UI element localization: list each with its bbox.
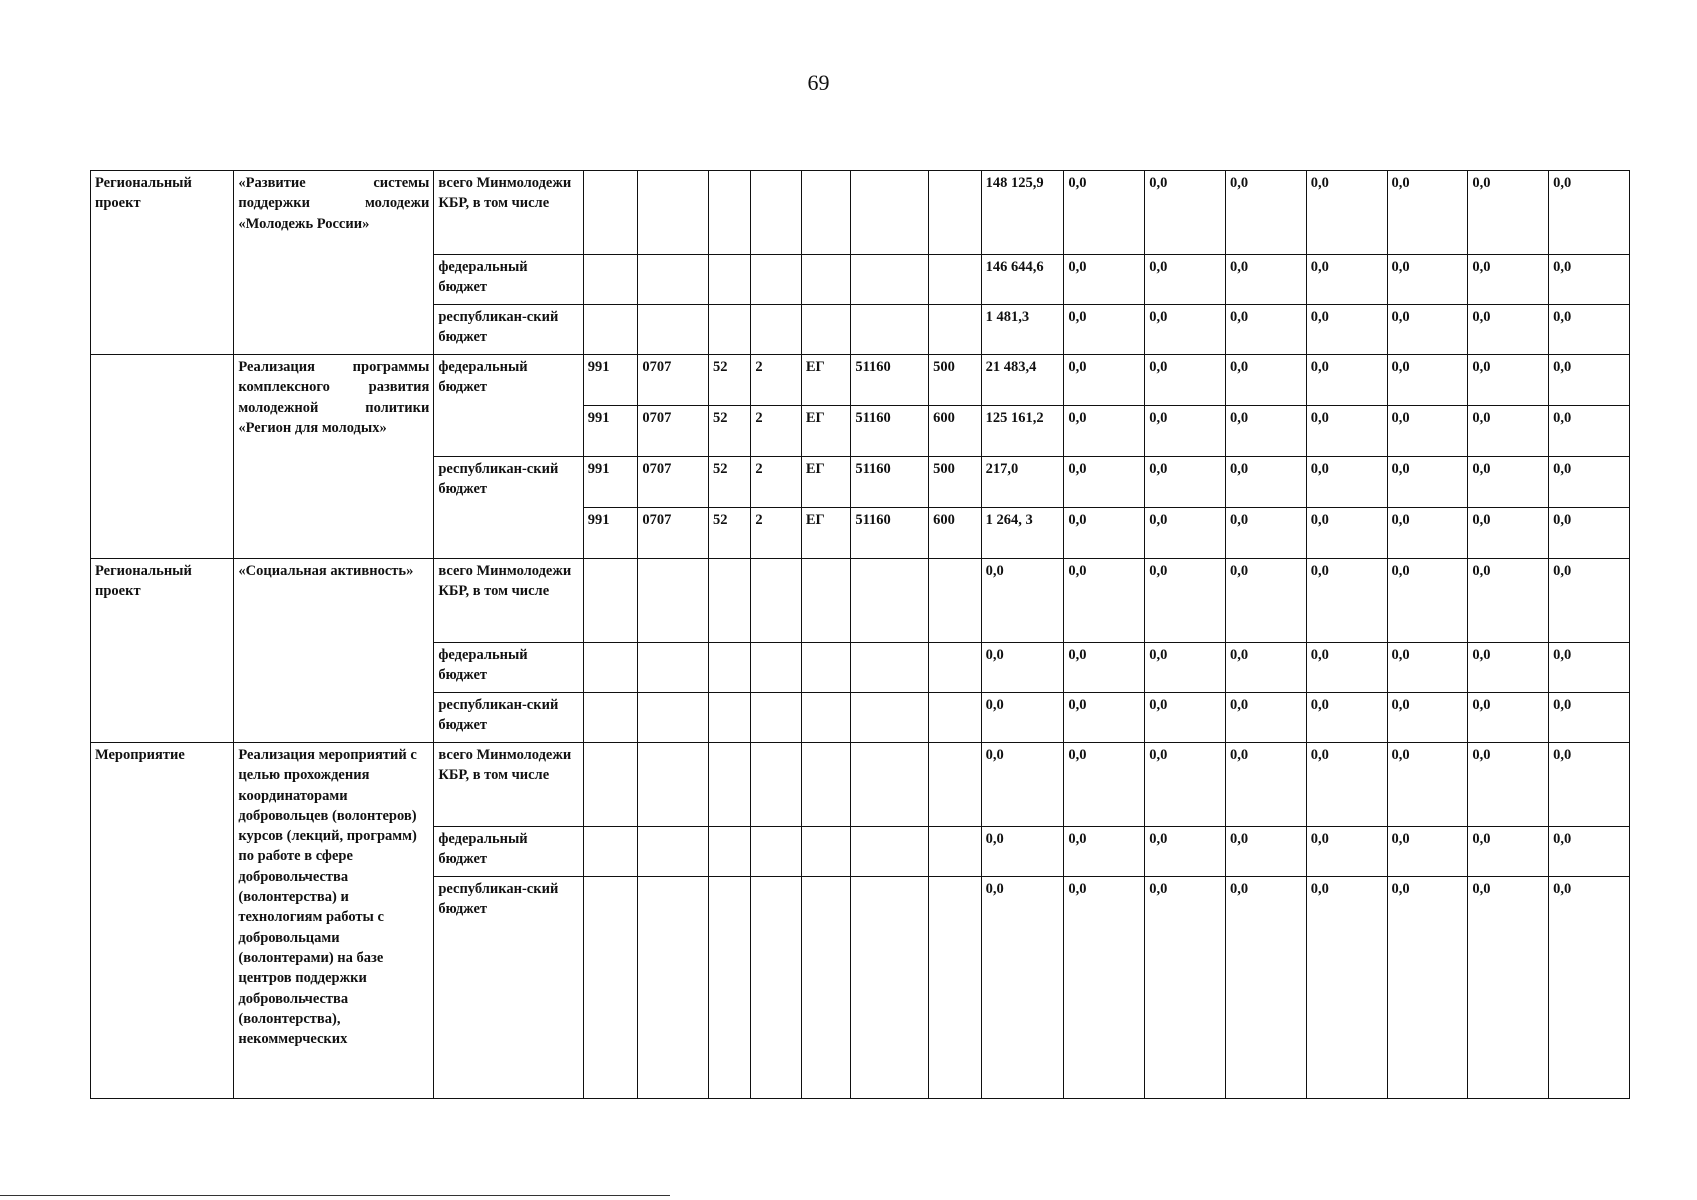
value-cell: 0,0: [1225, 406, 1306, 457]
value-cell: 0,0: [1064, 743, 1145, 827]
source-cell: всего Минмолодежи КБР, в том числе: [434, 171, 583, 255]
code-cell: 991: [583, 508, 638, 559]
value-cell: 0,0: [1468, 827, 1549, 877]
code-cell: 0707: [638, 457, 709, 508]
code-cell: [583, 255, 638, 305]
code-cell: [851, 877, 929, 1099]
code-cell: [851, 743, 929, 827]
code-cell: [583, 743, 638, 827]
code-cell: [851, 827, 929, 877]
code-cell: [851, 255, 929, 305]
value-cell: 125 161,2: [981, 406, 1064, 457]
source-cell: республикан-ский бюджет: [434, 305, 583, 355]
value-cell: 0,0: [1145, 559, 1226, 643]
code-cell: 2: [751, 508, 801, 559]
value-cell: 0,0: [1306, 355, 1387, 406]
code-cell: [801, 559, 850, 643]
value-cell: 0,0: [1225, 877, 1306, 1099]
value-cell: 0,0: [981, 643, 1064, 693]
code-cell: [851, 643, 929, 693]
source-cell: федеральный бюджет: [434, 255, 583, 305]
code-cell: [583, 877, 638, 1099]
code-cell: [709, 743, 751, 827]
value-cell: 0,0: [1064, 827, 1145, 877]
code-cell: 52: [709, 508, 751, 559]
value-cell: 0,0: [1225, 355, 1306, 406]
code-cell: 0707: [638, 508, 709, 559]
value-cell: 0,0: [1064, 877, 1145, 1099]
code-cell: [583, 693, 638, 743]
value-cell: 0,0: [1306, 406, 1387, 457]
table-row: [91, 743, 1630, 827]
code-cell: [638, 255, 709, 305]
code-cell: 51160: [851, 355, 929, 406]
value-cell: 0,0: [1468, 643, 1549, 693]
value-cell: 0,0: [1387, 406, 1468, 457]
code-cell: [709, 255, 751, 305]
value-cell: 0,0: [1387, 508, 1468, 559]
value-cell: 1 264, 3: [981, 508, 1064, 559]
value-cell: 0,0: [1387, 171, 1468, 255]
code-cell: [709, 643, 751, 693]
value-cell: 0,0: [1387, 743, 1468, 827]
value-cell: 0,0: [1145, 743, 1226, 827]
code-cell: ЕГ: [801, 457, 850, 508]
source-cell: всего Минмолодежи КБР, в том числе: [434, 559, 583, 643]
value-cell: 0,0: [981, 693, 1064, 743]
table-row: [91, 355, 1630, 406]
value-cell: 0,0: [1387, 693, 1468, 743]
code-cell: [851, 171, 929, 255]
value-cell: 0,0: [1064, 643, 1145, 693]
code-cell: 0707: [638, 355, 709, 406]
code-cell: [638, 827, 709, 877]
value-cell: 0,0: [1225, 171, 1306, 255]
value-cell: 0,0: [1145, 255, 1226, 305]
code-cell: 991: [583, 355, 638, 406]
value-cell: 0,0: [1225, 827, 1306, 877]
code-cell: [929, 827, 982, 877]
type-label-cell: Региональный проект: [91, 559, 234, 743]
code-cell: [929, 305, 982, 355]
value-cell: 0,0: [1064, 305, 1145, 355]
value-cell: 0,0: [1549, 559, 1630, 643]
value-cell: 0,0: [1306, 693, 1387, 743]
value-cell: 0,0: [1225, 305, 1306, 355]
value-cell: 0,0: [1064, 508, 1145, 559]
value-cell: 0,0: [1306, 255, 1387, 305]
code-cell: [751, 559, 801, 643]
value-cell: 0,0: [1145, 877, 1226, 1099]
value-cell: 0,0: [1064, 559, 1145, 643]
value-cell: 0,0: [1468, 743, 1549, 827]
code-cell: [709, 693, 751, 743]
code-cell: 991: [583, 457, 638, 508]
code-cell: [801, 305, 850, 355]
value-cell: 0,0: [981, 877, 1064, 1099]
value-cell: 0,0: [1468, 457, 1549, 508]
code-cell: [638, 305, 709, 355]
value-cell: 0,0: [981, 559, 1064, 643]
code-cell: [638, 559, 709, 643]
value-cell: 1 481,3: [981, 305, 1064, 355]
code-cell: [751, 305, 801, 355]
value-cell: 0,0: [1468, 355, 1549, 406]
code-cell: [801, 693, 850, 743]
footer-rule: [0, 1195, 670, 1196]
code-cell: [709, 171, 751, 255]
value-cell: 0,0: [1549, 255, 1630, 305]
value-cell: 0,0: [1387, 559, 1468, 643]
value-cell: 0,0: [1468, 559, 1549, 643]
code-cell: [801, 743, 850, 827]
value-cell: 0,0: [1468, 305, 1549, 355]
value-cell: 21 483,4: [981, 355, 1064, 406]
code-cell: [801, 643, 850, 693]
value-cell: 0,0: [1145, 827, 1226, 877]
value-cell: 0,0: [981, 743, 1064, 827]
item-name-cell: Реализация мероприятий с целью прохождения координаторами добровольцев (волонтеров) курсов (лекций, программ) по работе в сфере добровольчества (волонтерства) и технологиям работы с добровольцами (волонтерами) на базе центров поддержки добровольчества (волонтерства), некоммерческих: [234, 743, 434, 1099]
code-cell: [709, 877, 751, 1099]
value-cell: 0,0: [1306, 559, 1387, 643]
code-cell: [638, 643, 709, 693]
code-cell: 0707: [638, 406, 709, 457]
value-cell: 0,0: [1064, 406, 1145, 457]
code-cell: 51160: [851, 457, 929, 508]
code-cell: [801, 877, 850, 1099]
value-cell: 0,0: [1306, 508, 1387, 559]
value-cell: 0,0: [1549, 305, 1630, 355]
code-cell: [751, 827, 801, 877]
value-cell: 0,0: [1145, 305, 1226, 355]
item-name-cell: «Социальная активность»: [234, 559, 434, 743]
value-cell: 0,0: [1064, 355, 1145, 406]
code-cell: [751, 693, 801, 743]
source-cell: федеральный бюджет: [434, 643, 583, 693]
code-cell: [851, 559, 929, 643]
value-cell: 0,0: [1306, 305, 1387, 355]
value-cell: 0,0: [1387, 643, 1468, 693]
value-cell: 0,0: [1225, 693, 1306, 743]
code-cell: 2: [751, 457, 801, 508]
code-cell: [638, 877, 709, 1099]
code-cell: 500: [929, 355, 982, 406]
value-cell: 0,0: [1225, 255, 1306, 305]
value-cell: 0,0: [1468, 508, 1549, 559]
code-cell: [929, 693, 982, 743]
value-cell: 0,0: [1225, 559, 1306, 643]
value-cell: 0,0: [1145, 406, 1226, 457]
source-cell: федеральный бюджет: [434, 827, 583, 877]
value-cell: 0,0: [981, 827, 1064, 877]
code-cell: [583, 171, 638, 255]
code-cell: 52: [709, 406, 751, 457]
value-cell: 0,0: [1387, 457, 1468, 508]
code-cell: [801, 827, 850, 877]
code-cell: [929, 255, 982, 305]
value-cell: 0,0: [1549, 406, 1630, 457]
value-cell: 0,0: [1225, 508, 1306, 559]
value-cell: 217,0: [981, 457, 1064, 508]
code-cell: 2: [751, 355, 801, 406]
value-cell: 0,0: [1549, 877, 1630, 1099]
code-cell: [929, 877, 982, 1099]
code-cell: 2: [751, 406, 801, 457]
code-cell: [709, 827, 751, 877]
value-cell: 0,0: [1549, 743, 1630, 827]
value-cell: 0,0: [1064, 171, 1145, 255]
code-cell: 51160: [851, 406, 929, 457]
value-cell: 0,0: [1225, 457, 1306, 508]
value-cell: 0,0: [1549, 643, 1630, 693]
value-cell: 0,0: [1468, 877, 1549, 1099]
value-cell: 0,0: [1387, 255, 1468, 305]
type-label-cell: [91, 355, 234, 559]
value-cell: 0,0: [1306, 743, 1387, 827]
code-cell: [801, 255, 850, 305]
value-cell: 0,0: [1549, 693, 1630, 743]
type-label-cell: Региональный проект: [91, 171, 234, 355]
value-cell: 0,0: [1387, 355, 1468, 406]
value-cell: 0,0: [1145, 643, 1226, 693]
value-cell: 0,0: [1306, 457, 1387, 508]
source-cell: республикан-ский бюджет: [434, 877, 583, 1099]
code-cell: [751, 743, 801, 827]
value-cell: 0,0: [1468, 255, 1549, 305]
code-cell: 52: [709, 457, 751, 508]
code-cell: [929, 171, 982, 255]
page-number: 69: [807, 70, 830, 95]
value-cell: 0,0: [1064, 255, 1145, 305]
value-cell: 0,0: [1549, 508, 1630, 559]
type-label-cell: Мероприятие: [91, 743, 234, 1099]
code-cell: 600: [929, 406, 982, 457]
source-cell: всего Минмолодежи КБР, в том числе: [434, 743, 583, 827]
code-cell: [751, 643, 801, 693]
code-cell: [583, 643, 638, 693]
value-cell: 146 644,6: [981, 255, 1064, 305]
code-cell: 500: [929, 457, 982, 508]
code-cell: [709, 305, 751, 355]
value-cell: 0,0: [1387, 877, 1468, 1099]
value-cell: 148 125,9: [981, 171, 1064, 255]
code-cell: [583, 305, 638, 355]
code-cell: [801, 171, 850, 255]
code-cell: [929, 743, 982, 827]
value-cell: 0,0: [1145, 693, 1226, 743]
value-cell: 0,0: [1549, 827, 1630, 877]
code-cell: 991: [583, 406, 638, 457]
code-cell: 600: [929, 508, 982, 559]
code-cell: [751, 171, 801, 255]
code-cell: [851, 693, 929, 743]
table-row: [91, 559, 1630, 643]
code-cell: 51160: [851, 508, 929, 559]
value-cell: 0,0: [1549, 457, 1630, 508]
item-name-cell: «Развитие системы поддержки молодежи «Молодежь России»: [234, 171, 434, 355]
code-cell: [638, 743, 709, 827]
code-cell: ЕГ: [801, 508, 850, 559]
code-cell: [751, 877, 801, 1099]
value-cell: 0,0: [1064, 457, 1145, 508]
value-cell: 0,0: [1468, 406, 1549, 457]
value-cell: 0,0: [1225, 743, 1306, 827]
value-cell: 0,0: [1306, 877, 1387, 1099]
value-cell: 0,0: [1225, 643, 1306, 693]
source-cell: федеральный бюджет: [434, 355, 583, 457]
value-cell: 0,0: [1306, 171, 1387, 255]
budget-table: [90, 170, 1630, 1099]
code-cell: [583, 827, 638, 877]
source-cell: республикан-ский бюджет: [434, 693, 583, 743]
value-cell: 0,0: [1064, 693, 1145, 743]
code-cell: 52: [709, 355, 751, 406]
item-name-cell: Реализация программы комплексного развития молодежной политики «Регион для молодых»: [234, 355, 434, 559]
value-cell: 0,0: [1145, 171, 1226, 255]
code-cell: [929, 559, 982, 643]
code-cell: ЕГ: [801, 406, 850, 457]
value-cell: 0,0: [1306, 827, 1387, 877]
code-cell: [709, 559, 751, 643]
value-cell: 0,0: [1145, 355, 1226, 406]
value-cell: 0,0: [1306, 643, 1387, 693]
value-cell: 0,0: [1145, 508, 1226, 559]
value-cell: 0,0: [1145, 457, 1226, 508]
value-cell: 0,0: [1549, 355, 1630, 406]
code-cell: [638, 693, 709, 743]
value-cell: 0,0: [1549, 171, 1630, 255]
code-cell: [929, 643, 982, 693]
code-cell: ЕГ: [801, 355, 850, 406]
value-cell: 0,0: [1387, 827, 1468, 877]
source-cell: республикан-ский бюджет: [434, 457, 583, 559]
code-cell: [751, 255, 801, 305]
code-cell: [583, 559, 638, 643]
value-cell: 0,0: [1468, 693, 1549, 743]
code-cell: [851, 305, 929, 355]
value-cell: 0,0: [1468, 171, 1549, 255]
code-cell: [638, 171, 709, 255]
value-cell: 0,0: [1387, 305, 1468, 355]
table-row: [91, 171, 1630, 255]
